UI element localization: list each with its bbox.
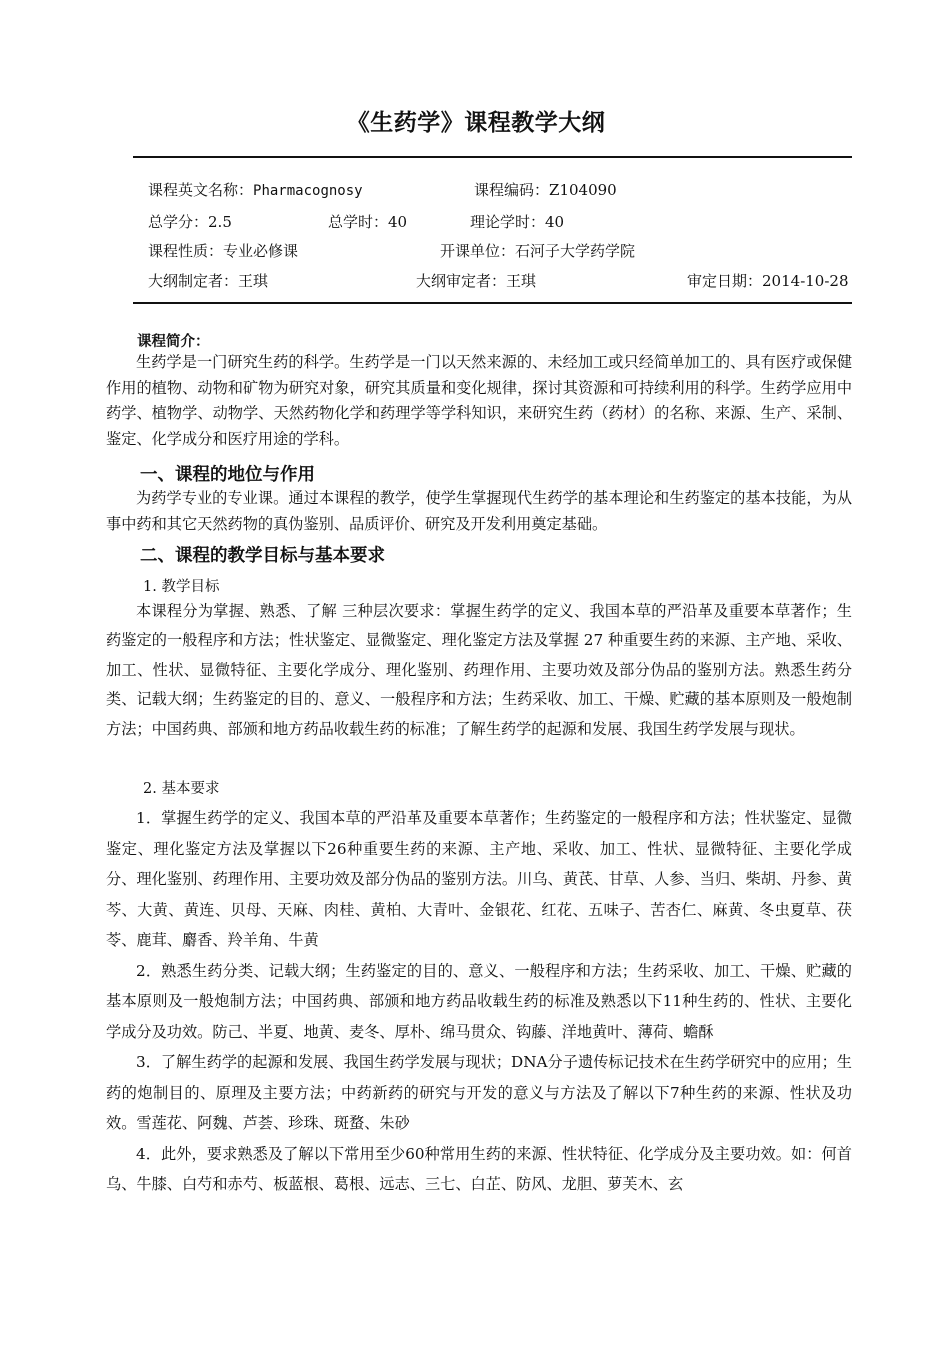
section1-paragraph: 为药学专业的专业课。通过本课程的教学，使学生掌握现代生药学的基本理论和生药鉴定的基本技能，为从事中药和其它天然药物的真伪鉴别、品质评价、研究及开发利用奠定基础。: [106, 489, 852, 533]
review-date-field: [687, 270, 849, 291]
course-nature-value: 专业必修课: [223, 242, 299, 260]
author-label: 大纲制定者：: [148, 272, 239, 290]
review-date-value: 2014-10-28: [762, 272, 849, 290]
intro-text-block: [106, 350, 852, 452]
section2-heading: 二、课程的教学目标与基本要求: [140, 546, 385, 566]
hours-value: 40: [388, 213, 408, 231]
hours-field: [328, 211, 407, 232]
english-name-field: [148, 179, 363, 200]
course-code-value: Z104090: [549, 181, 617, 199]
credits-value: 2.5: [208, 213, 232, 231]
teaching-goal-subheading: 1. 教学目标: [143, 579, 220, 595]
requirement-item-3: 3．了解生药学的起源和发展、我国生药学发展与现状；DNA分子遗传标记技术在生药学研究中的应用；生药的炮制目的、原理及主要方法；中药新药的研究与开发的意义与方法及了解以下7种生药的来源、性状及功效。雪莲花、阿魏、芦荟、珍珠、斑蝥、朱砂: [106, 1053, 852, 1132]
requirements-block: [106, 803, 852, 1200]
credits-field: [148, 211, 232, 232]
hours-label: 总学时：: [328, 213, 389, 231]
course-nature-label: 课程性质：: [148, 242, 224, 260]
bottom-rule: [133, 302, 852, 304]
requirement-item-1: 1．掌握生药学的定义、我国本草的严沿革及重要本草著作；生药鉴定的一般程序和方法；性状鉴定、显微鉴定、理化鉴定方法及掌握以下26种重要生药的来源、主产地、采收、加工、性状、显微特征、主要化学成分、理化鉴别、药理作用、主要功效及部分伪品的鉴别方法。川乌、黄芪、甘草、人参、当归、柴胡、丹参、黄芩、大黄、黄连、贝母、天麻、肉桂、黄柏、大青叶、金银花、红花、五味子、苦杏仁、麻黄、冬虫夏草、茯苓、鹿茸、麝香、羚羊角、牛黄: [106, 809, 852, 949]
requirement-item-4: 4．此外，要求熟悉及了解以下常用至少60种常用生药的来源、性状特征、化学成分及主要功效。如：何首乌、牛膝、白芍和赤芍、板蓝根、葛根、远志、三七、白芷、防风、龙胆、萝芙木、玄: [106, 1144, 852, 1193]
intro-heading: 课程简介：: [137, 334, 210, 350]
english-name-value: Pharmacognosy: [253, 183, 363, 199]
teaching-goal-block: [106, 597, 852, 744]
course-code-field: [474, 179, 617, 200]
section1-heading: 一、课程的地位与作用: [140, 465, 315, 485]
offering-unit-label: 开课单位：: [440, 242, 516, 260]
theory-hours-field: [470, 211, 564, 232]
author-value: 王琪: [238, 272, 269, 290]
course-code-label: 课程编码：: [474, 181, 550, 199]
review-date-label: 审定日期：: [687, 272, 763, 290]
english-name-label: 课程英文名称：: [148, 181, 254, 199]
top-rule: [133, 156, 852, 158]
intro-paragraph: 生药学是一门研究生药的科学。生药学是一门以天然来源的、未经加工或只经简单加工的、具有医疗或保健作用的植物、动物和矿物为研究对象，研究其质量和变化规律，探讨其资源和可持续利用的科学。生药学应用中药学、植物学、动物学、天然药物化学和药理学等学科知识，来研究生药（药材）的名称、来源、生产、采制、鉴定、化学成分和医疗用途的学科。: [106, 353, 852, 448]
basic-requirements-subheading: 2. 基本要求: [143, 781, 220, 797]
theory-hours-label: 理论学时：: [470, 213, 546, 231]
reviewer-field: [416, 270, 536, 291]
course-nature-field: [148, 240, 298, 261]
reviewer-value: 王琪: [506, 272, 537, 290]
section1-text-block: [106, 486, 852, 537]
offering-unit-field: [440, 240, 635, 261]
credits-label: 总学分：: [148, 213, 209, 231]
requirement-item-2: 2．熟悉生药分类、记载大纲；生药鉴定的目的、意义、一般程序和方法；生药采收、加工、干燥、贮藏的基本原则及一般炮制方法；中国药典、部颁和地方药品收载生药的标准及熟悉以下11种生药的、性状、主要化学成分及功效。防己、半夏、地黄、麦冬、厚朴、绵马贯众、钩藤、洋地黄叶、薄荷、蟾酥: [106, 961, 852, 1041]
teaching-goal-paragraph: 本课程分为掌握、熟悉、了解 三种层次要求：掌握生药学的定义、我国本草的严沿革及重要本草著作；生药鉴定的一般程序和方法；性状鉴定、显微鉴定、理化鉴定方法及掌握 27 种重要生药的来源、主产地、采收、加工、性状、显微特征、主要化学成分、理化鉴别、药理作用、主要功效及部分伪品的鉴别方法。熟悉生药分类、记载大纲；生药鉴定的目的、意义、一般程序和方法；生药采收、加工、干燥、贮藏的基本原则及一般炮制方法；中国药典、部颁和地方药品收载生药的标准；了解生药学的起源和发展、我国生药学发展与现状。: [106, 602, 852, 738]
page-title: 《生药学》课程教学大纲: [346, 110, 606, 136]
author-field: [148, 270, 268, 291]
reviewer-label: 大纲审定者：: [416, 272, 507, 290]
theory-hours-value: 40: [545, 213, 565, 231]
offering-unit-value: 石河子大学药学院: [515, 242, 636, 260]
